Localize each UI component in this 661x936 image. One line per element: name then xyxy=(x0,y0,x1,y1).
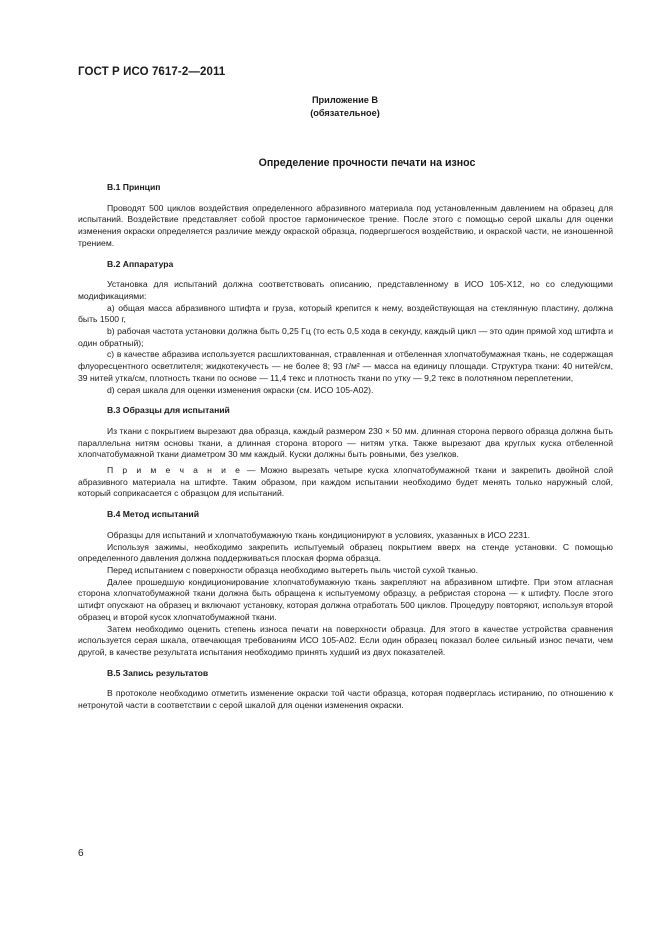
list-item: c) в качестве абразива используется расшлихтованная, стравленная и отбеленная хлопчатобумажная ткань, не содержащая флуоресцентного осветлителя; жидкотекучесть — не более 8; 93 г/м² — масса на единицу площади. Структура ткани: 40 нитей/см, 39 нитей утка/см, плотность ткани по основе — 11,4 текс и плотность ткани по утку — 9,2 текс в полотняном переплетении, xyxy=(78,349,613,383)
section-heading: В.3 Образцы для испытаний xyxy=(107,405,230,416)
paragraph: Используя зажимы, необходимо закрепить испытуемый образец покрытием вверх на стенде установки. С помощью определенного давления должна поддерживаться плоская форма образца. xyxy=(78,541,613,564)
document-body xyxy=(78,182,613,712)
section-b4 xyxy=(78,509,613,658)
section-b3 xyxy=(78,405,613,500)
paragraph: Затем необходимо оценить степень износа печати на поверхности образца. Для этого в качестве устройства сравнения используется серая шкала, отвечающая требованиям ИСО 105-А02. Если один образец показал более сильный износ печати, чем другой, в качестве результата испытания необходимо принять худший из двух показателей. xyxy=(78,623,613,657)
paragraph: Перед испытанием с поверхности образца необходимо вытереть пыль чистой сухой тканью. xyxy=(107,564,479,575)
section-heading: В.1 Принцип xyxy=(107,182,161,192)
page-number: 6 xyxy=(78,848,84,859)
section-b5 xyxy=(78,668,613,712)
list-item: d) серая шкала для оценки изменения окраски (см. ИСО 105-А02). xyxy=(107,384,374,395)
note-label: П р и м е ч а н и е xyxy=(107,465,243,476)
section-heading: В.5 Запись результатов xyxy=(107,667,209,678)
appendix-block xyxy=(300,94,390,120)
paragraph: Далее прошедшую кондиционирование хлопчатобумажную ткань закрепляют на абразивном штифте. При этом атласная сторона хлопчатобумажной ткани должна быть обращена к испытуемому образцу, а ребристая сторона — к штифту. После этого штифт опускают на образец и включают установку, которая должна отработать 500 циклов. Процедуру повторяют, используя второй образец и второй кусок хлопчатобумажной ткани. xyxy=(78,576,613,622)
paragraph: Из ткани с покрытием вырезают два образца, каждый размером 230 × 50 мм. длинная сторона первого образца должна быть параллельна нитям основы ткани, а длинная сторона второго — нитям утка. Также вырезают два круглых куска отбеленной хлопчатобумажной ткани диаметром 30 мм каждый. Куски должны быть ровными, без узелков. xyxy=(78,425,613,460)
section-heading: В.4 Метод испытаний xyxy=(107,509,199,520)
document-header: ГОСТ Р ИСО 7617-2—2011 xyxy=(78,66,226,78)
section-b1 xyxy=(78,182,613,250)
appendix-title: Определение прочности печати на износ xyxy=(258,157,476,169)
note xyxy=(78,465,613,500)
note-text: — Можно вырезать четыре куска хлопчатобумажной ткани и закрепить двойной слой абразивного материала на штифте. Таким образом, при каждом испытании необходимо будет менять только наружный слой, который соприкасается с образцом для испытаний. xyxy=(78,465,613,499)
list-item: b) рабочая частота установки должна быть 0,25 Гц (то есть 0,5 хода в секунду, каждый цикл — это один прямой ход штифта и один обратный); xyxy=(78,326,613,348)
paragraph: Проводят 500 циклов воздействия определенного абразивного материала под установленным давлением на образец для испытаний. Воздействие представляет собой простое гармоническое трение. После этого с помощью серой шкалы для оценки изменения окраски определяется различие между окраской образца, подвергшегося воздействию, и окраской части, не изношенной трением. xyxy=(78,202,613,248)
appendix-label: Приложение В xyxy=(311,95,379,105)
paragraph: В протоколе необходимо отметить изменение окраски той части образца, которая подверглась истиранию, по отношению к нетронутой части в соответствии с серой шкалой для оценки изменения окраски. xyxy=(78,688,613,711)
list-item: a) общая масса абразивного штифта и груза, который крепится к нему, воздействующая на стеклянную пластину, должна быть 1500 г, xyxy=(78,302,613,325)
paragraph: Образцы для испытаний и хлопчатобумажную ткань кондиционируют в условиях, указанных в ИСО 2231. xyxy=(107,529,531,540)
paragraph: Установка для испытаний должна соответствовать описанию, представленному в ИСО 105-X12, но со следующими модификациями: xyxy=(78,279,613,301)
section-heading: В.2 Аппаратура xyxy=(107,258,174,269)
section-b2 xyxy=(78,259,613,397)
appendix-status: (обязательное) xyxy=(310,108,380,118)
